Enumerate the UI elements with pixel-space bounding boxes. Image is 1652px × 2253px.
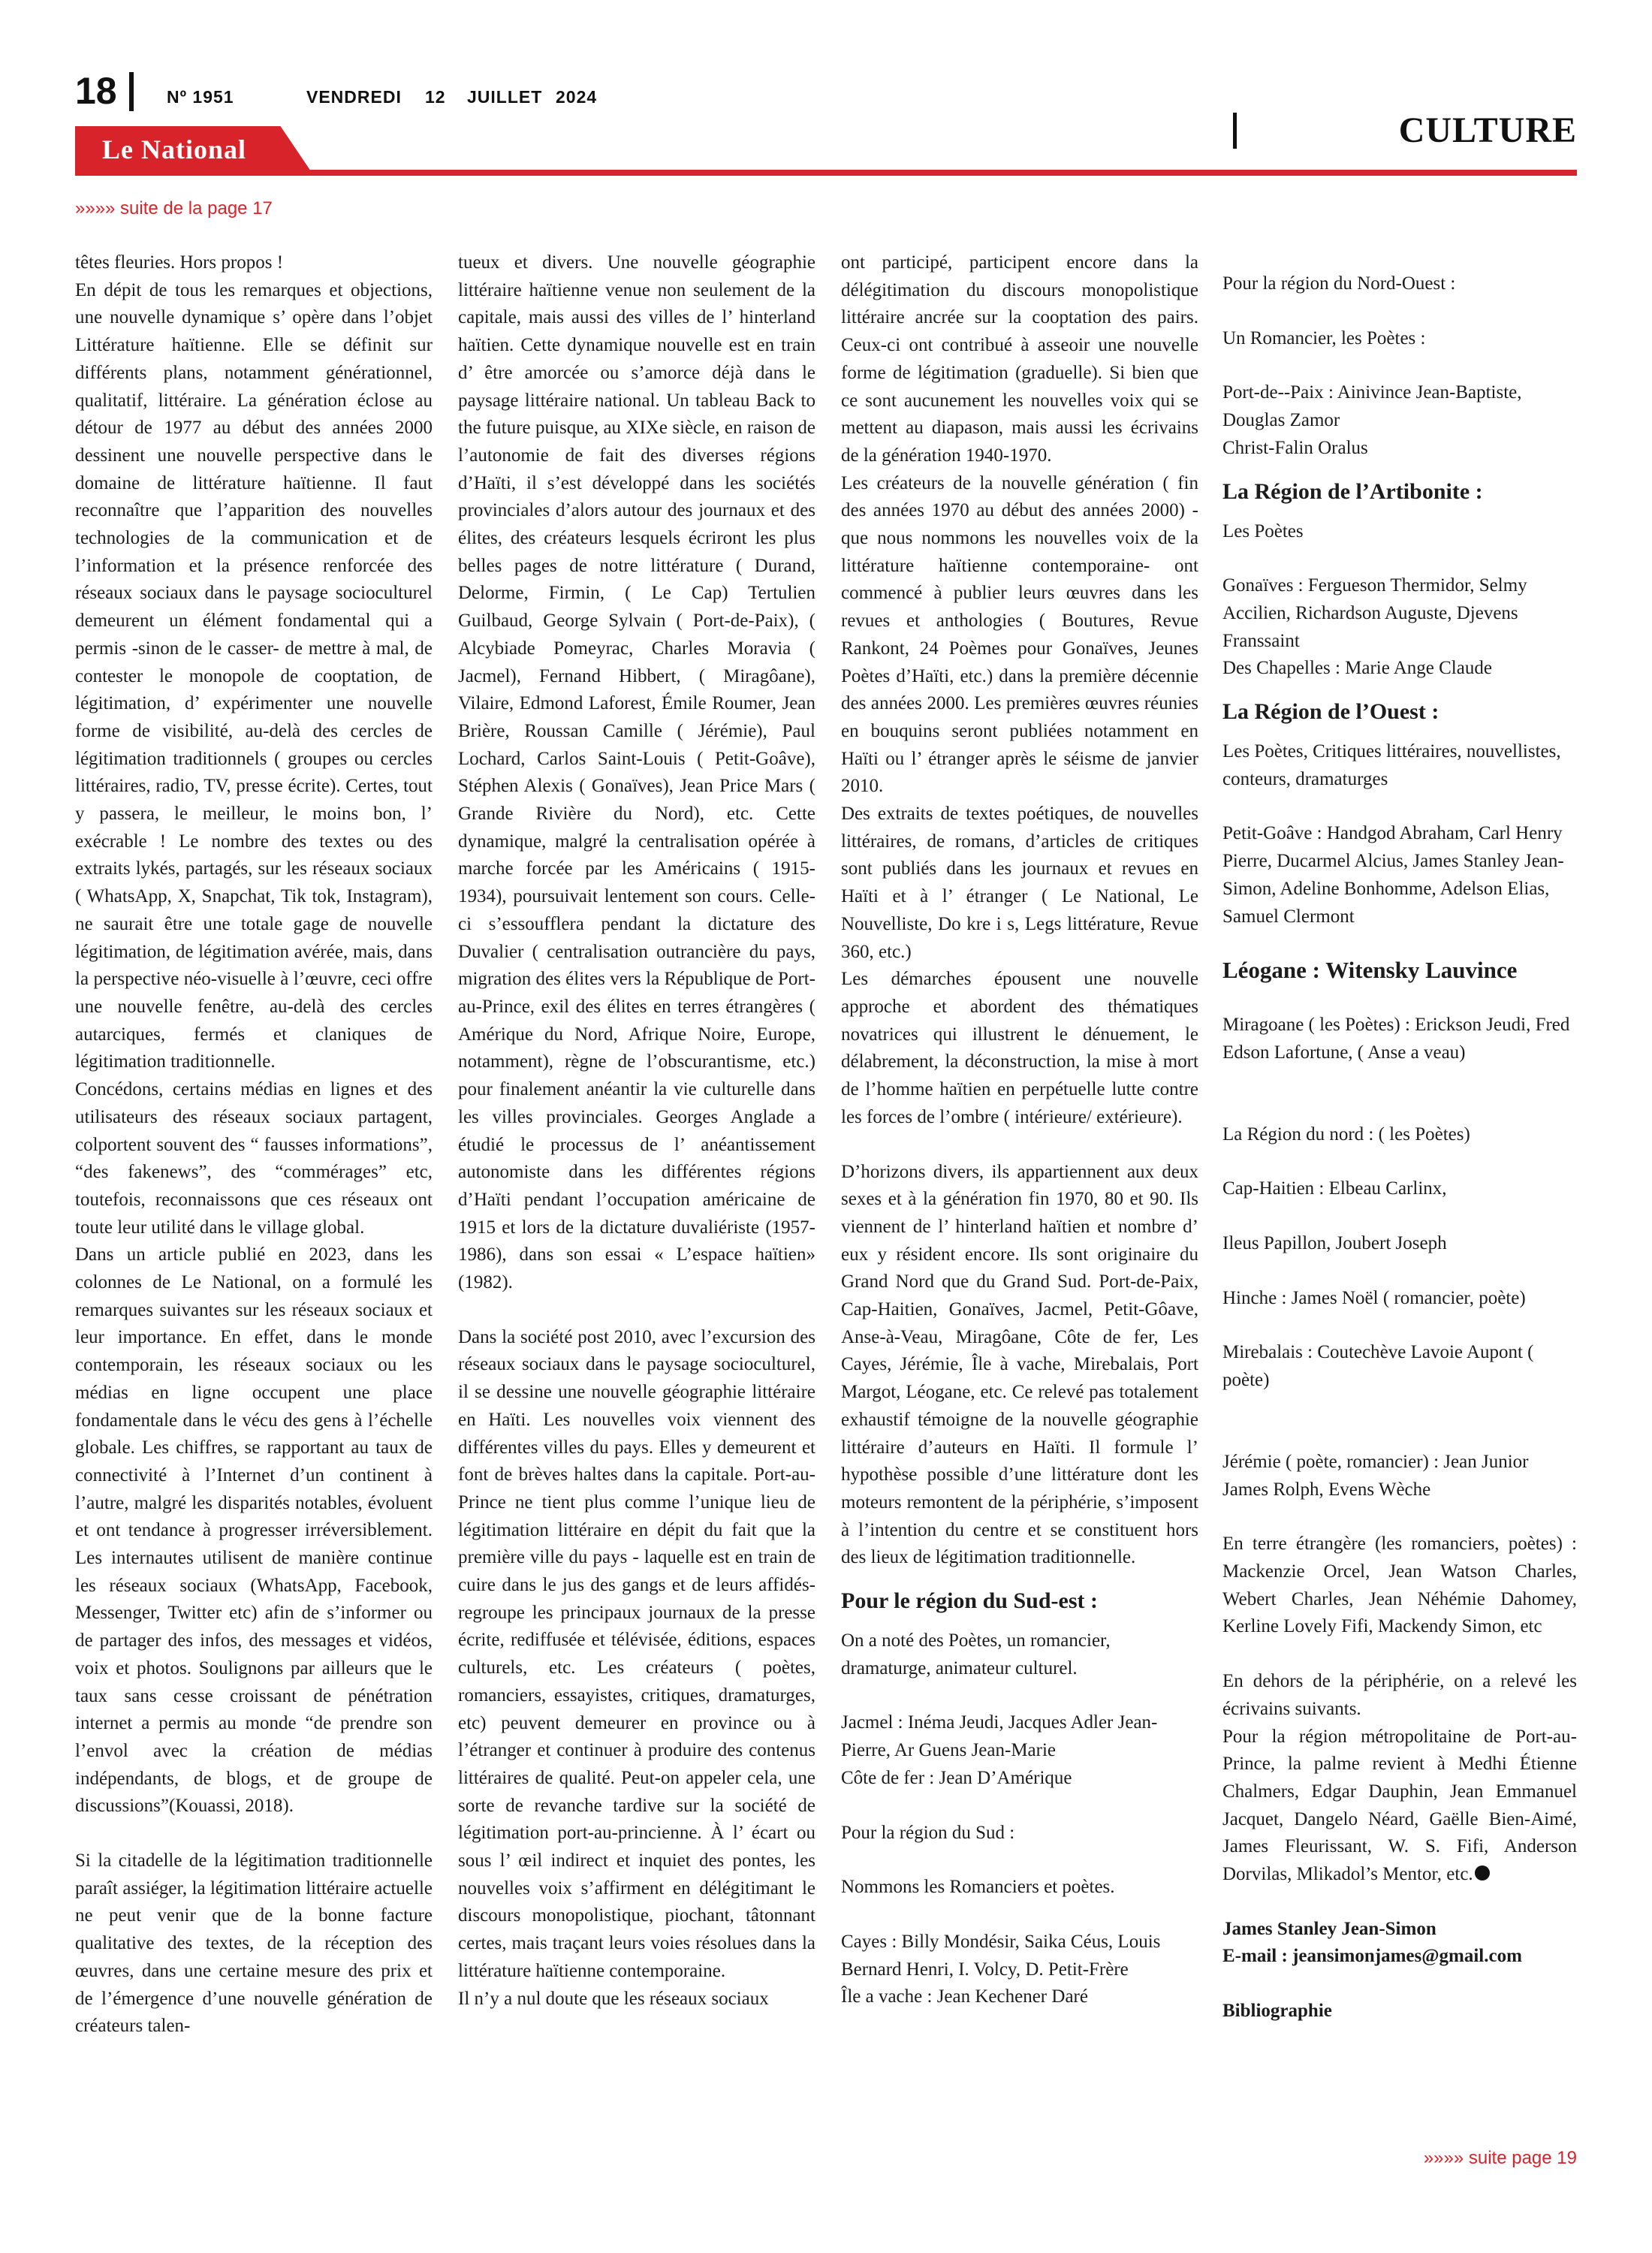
- paragraph: La Région du nord : ( les Poètes): [1222, 1123, 1470, 1145]
- paragraph: Dans la société post 2010, avec l’excursion des réseaux sociaux dans le paysage socioculturel, il se dessine une nouvelle géographie littéraire en Haïti. Les nouvelles voix viennent des différentes villes du pays. Elles y demeurent et font de brèves haltes dans la capitale. Port-au- Prince ne tient plus comme l’unique lieu de légitimation littéraire en dépit du fait que la première ville du pays - laquelle est en train de cuire dans le jus des gangs et de leurs affidés-regroupe les principaux journaux de la presse écrite, rediffusée et télévisée, éditions, espaces culturels, etc. Les créateurs ( poètes, romanciers, essayistes, critiques, dramaturges, etc) peuvent demeurer en province ou à l’étranger et continuer à produire des contenus littéraires de qualité. Peut-on appeler cela, une sorte de revanche tardive sur la société de légitimation port-au-princienne. À l’ écart ou sous l’ œil indirect et inquiet des pontes, les nouvelles voix s’affirment en délégitimant le discours monopolistique, piochant, tâtonnant certes, mais traçant leurs voies résolues dans la littérature haïtienne contemporaine.: [458, 1326, 815, 1981]
- paragraph: Jacmel : Inéma Jeudi, Jacques Adler Jean-Pierre, Ar Guens Jean-Marie: [841, 1712, 1158, 1761]
- header-rule: [75, 170, 1577, 176]
- paragraph: Les Poètes, Critiques littéraires, nouvellistes, conteurs, dramaturges: [1222, 741, 1561, 789]
- paragraph: Côte de fer : Jean D’Amérique: [841, 1767, 1072, 1788]
- paragraph: têtes fleuries. Hors propos !: [75, 252, 284, 273]
- page-number: 18: [75, 70, 117, 112]
- region-heading-leogane: Léogane : Witensky Lauvince: [1222, 957, 1518, 984]
- paragraph: Île a vache : Jean Kechener Daré: [841, 1986, 1088, 2007]
- author-email: E-mail : jeansimonjames@gmail.com: [1222, 1946, 1522, 1967]
- region-heading-sud-est: Pour le région du Sud-est :: [841, 1588, 1098, 1614]
- date-weekday: VENDREDI: [306, 87, 402, 107]
- region-heading-ouest: La Région de l’Ouest :: [1222, 699, 1439, 725]
- paragraph: Jérémie ( poète, romancier) : Jean Junior James Rolph, Evens Wèche: [1222, 1451, 1529, 1500]
- paragraph: Cayes : Billy Mondésir, Saika Céus, Louis Bernard Henri, I. Volcy, D. Petit-Frère: [841, 1931, 1161, 1980]
- paragraph: Miragoane ( les Poètes) : Erickson Jeudi, Fred Edson Lafortune, ( Anse a veau): [1222, 1015, 1570, 1063]
- paragraph: Pour la région du Nord-Ouest :: [1222, 273, 1456, 294]
- paragraph: En dépit de tous les remarques et objections, une nouvelle dynamique s’ opère dans l’objet Littérature haïtienne. Elle se définit sur différents plans, notamment générationnel, qualitatif, littéraire. La génération éclose au détour de 1977 au début des années 2000 dessinent une nouvelle perspective dans le domaine de littérature haïtienne. Il faut reconnaître que l’apparition des nouvelles technologies de la communication et de l’information et la présence renforcée des réseaux sociaux dans le paysage socioculturel demeurent un élément fondamental qui a permis -sinon de le casser- de mettre à mal, de contester le monopole de cooptation, de légitimation, d’ expérimenter une nouvelle forme de visibilité, au-delà des cercles de légitimation traditionnels ( groupes ou cercles littéraires, radio, TV, presse écrite). Certes, tout y passera, le meilleur, le moins bon, l’ exécrable ! Le nombre des textes ou des extraits lykés, partagés, sur les réseaux sociaux ( WhatsApp, X, Snapchat, Tik tok, Instagram), ne saurait être une totale gage de nouvelle légitimation, de légitimation avérée, mais, dans la perspective néo-visuelle à l’œuvre, ceci offre une nouvelle fenêtre, au-delà des cercles autarciques, fermés et claniques de légitimation traditionnelle.: [75, 279, 433, 1072]
- paragraph: Port-de--Paix : Ainivince Jean-Baptiste, Douglas Zamor: [1222, 382, 1522, 431]
- paragraph: En dehors de la périphérie, on a relevé les écrivains suivants.: [1222, 1671, 1577, 1719]
- paragraph: Un Romancier, les Poètes :: [1222, 327, 1426, 348]
- paragraph: Des Chapelles : Marie Ange Claude: [1222, 658, 1492, 679]
- continued-from-link: »»»» suite de la page 17: [75, 198, 273, 219]
- article-column-4: [1222, 270, 1577, 2025]
- paragraph: Les démarches épousent une nouvelle approche et abordent des thématiques novatrices qui illustrent le dénuement, le délabrement, la déconstruction, la mise à mort de l’homme haïtien en perpétuelle lutte contre les forces de l’ombre ( intérieure/ extérieure).: [841, 969, 1198, 1127]
- article-column-1: [75, 249, 433, 2040]
- bibliography-heading: Bibliographie: [1222, 2001, 1332, 2022]
- paragraph: Christ-Falin Oralus: [1222, 437, 1368, 458]
- paragraph: On a noté des Poètes, un romancier, dramaturge, animateur culturel.: [841, 1630, 1111, 1678]
- date-year: 2024: [556, 87, 598, 107]
- paragraph: Dans un article publié en 2023, dans les colonnes de Le National, on a formulé les remarques suivantes sur les réseaux sociaux et leur importance. En effet, dans le monde contemporain, les réseaux sociaux ou les médias en ligne occupent une place fondamentale dans le vécu des gens à l’échelle globale. Les chiffres, se rapportant au taux de connectivité à l’Internet d’un continent à l’autre, malgré les disparités notables, évoluent et ont tendance à progresser irréversiblement. Les internautes utilisent de manière continue les réseaux sociaux (WhatsApp, Facebook, Messenger, Twitter etc) afin de s’informer ou de partager des infos, des messages et vidéos, voix et photos. Soulignons par ailleurs que le taux sans cesse croissant de pénétration internet a permis au monde “de prendre son l’envol avec la création de médias indépendants, de blogs, et de groupe de discussions”(Kouassi, 2018).: [75, 1244, 433, 1817]
- article-column-2: [458, 249, 815, 2013]
- brand-logo: Le National: [102, 134, 247, 164]
- date-month: JUILLET: [467, 87, 543, 107]
- paragraph: Pour la région du Sud :: [841, 1822, 1015, 1843]
- paragraph: Il n’y a nul doute que les réseaux sociaux: [458, 1988, 769, 2009]
- paragraph: D’horizons divers, ils appartiennent aux deux sexes et à la génération fin 1970, 80 et 90. Ils viennent de l’ hinterland haïtien et nombre d’ eux y résident encore. Ils sont originaire du Grand Nord que du Grand Sud. Port-de-Paix, Cap-Haitien, Gonaïves, Jacmel, Petit-Gôave, Anse-à-Veau, Miragôane, Côte de fer, Les Cayes, Jérémie, Île à vache, Mirebalais, Port Margot, Léogane, etc. Ce relevé pas totalement exhaustif témoigne de la nouvelle géographie littéraire d’auteurs en Haïti. Il formule l’ hypothèse possible d’une littérature dont les moteurs remontent de la périphérie, s’imposent à l’intention du centre et se constituent hors des lieux de légitimation traditionnelle.: [841, 1161, 1198, 1568]
- paragraph: tueux et divers. Une nouvelle géographie littéraire haïtienne venue non seulement de la capitale, mais aussi des villes de l’ hinterland haïtien. Cette dynamique nouvelle est en train d’ être amorcée ou s’amorce déjà dans le paysage littéraire national. Un tableau Back to the future puisque, au XIXe siècle, en raison de l’autonomie de fait des diverses régions d’Haïti, il s’est développé dans les sociétés provinciales d’alors autour des journaux et des élites, des créateurs lesquels écriront les plus belles pages de notre littérature ( Durand, Delorme, Firmin, ( Le Cap) Tertulien Guilbaud, George Sylvain ( Port-de-Paix), ( Alcybiade Pomeyrac, Charles Moravia ( Jacmel), Fernand Hibbert, ( Miragôane), Vilaire, Edmond Laforest, Émile Roumer, Jean Brière, Roussan Camille ( Jérémie), Paul Lochard, Carlos Saint-Louis ( Petit-Goâve), Stéphen Alexis ( Gonaïves), Jean Price Mars ( Grande Rivière du Nord), etc. Cette dynamique, malgré la centralisation opérée à marche forcée par les Américains ( 1915-1934), poursuivait lentement son cours. Celle-ci s’essoufflera pendant la dictature des Duvalier ( centralisation outrancière du pays, migration des élites vers la République de Port-au-Prince, exil des élites en terres étrangères ( Amérique du Nord, Afrique Noire, Europe, notamment), règne de l’obscurantisme, etc.) pour finalement anéantir la vie culturelle dans les villes provinciales. Georges Anglade a étudié le processus de l’ anéantissement autonomiste dans les différentes régions d’Haïti pendant l’occupation américaine de 1915 et lors de la dictature duvaliériste (1957-1986), dans son essai « L’espace haïtien» (1982).: [458, 252, 815, 1293]
- paragraph: Cap-Haitien : Elbeau Carlinx,: [1222, 1178, 1447, 1199]
- paragraph: Gonaïves : Fergueson Thermidor, Selmy Accilien, Richardson Auguste, Djevens Franssaint: [1222, 575, 1527, 651]
- paragraph: Si la citadelle de la légitimation traditionnelle paraît assiéger, la légitimation littéraire actuelle ne peut venir que de la bonne facture qualitative des textes, de la réception des œuvres, dans une certaine mesure des prix et de l’émergence d’une nouvelle génération de créateurs talen-: [75, 1850, 433, 2037]
- region-heading-artibonite: La Région de l’Artibonite :: [1222, 478, 1483, 504]
- paragraph: Des extraits de textes poétiques, de nouvelles littéraires, de romans, d’articles de critiques sont publiés dans les journaux et revues en Haïti et à l’ étranger ( Le National, Le Nouvelliste, Do kre i s, Legs littérature, Revue 360, etc.): [841, 804, 1198, 962]
- paragraph: Hinche : James Noël ( romancier, poète): [1222, 1287, 1526, 1308]
- paragraph: Les créateurs de la nouvelle génération ( fin des années 1970 au début des années 2000) -que nous nommons les nouvelles voix de la littérature haïtienne contemporaine- ont commencé à publier leurs œuvres dans les revues et anthologies ( Boutures, Revue Rankont, 24 Poèmes pour Gonaïves, Jeunes Poètes d’Haïti, etc.) dans la première décennie des années 2000. Les premières œuvres réunies en bouquins seront publiées notamment en Haïti ou l’ étranger après le séisme de janvier 2010.: [841, 472, 1198, 797]
- paragraph: ont participé, participent encore dans la délégitimation du discours monopolistique littéraire ancrée sur la cooptation des pairs. Ceux-ci ont contribué à asseoir une nouvelle forme de légitimation (graduelle). Si bien que ce sont aucunement les nouvelles voix qui se mettent au diapason, mais aussi les écrivains de la génération 1940-1970.: [841, 252, 1198, 466]
- date-day: 12: [425, 87, 446, 107]
- author-name: James Stanley Jean-Simon: [1222, 1918, 1436, 1939]
- paragraph: Ileus Papillon, Joubert Joseph: [1222, 1233, 1447, 1254]
- closing-paragraph-text: Pour la région métropolitaine de Port-au-Prince, la palme revient à Medhi Étienne Chalmers, Edgar Dauphin, Jean Emmanuel Jacquet, Dangelo Néard, Gaëlle Bien-Aimé, James Fleurissant, W. S. Fifi, Anderson Dorvilas, Mlikadol’s Mentor, etc.: [1222, 1726, 1577, 1885]
- page-header: [0, 0, 1652, 195]
- article-column-3: [841, 249, 1198, 2011]
- page-number-divider: [129, 72, 134, 111]
- issue-number: Nº 1951: [167, 87, 234, 107]
- end-of-article-icon: [1475, 1865, 1490, 1881]
- paragraph: En terre étrangère (les romanciers, poètes) : Mackenzie Orcel, Jean Watson Charles, Webert Charles, Jean Néhémie Dahomey, Kerline Lovely Fifi, Mackendy Simon, etc: [1222, 1534, 1577, 1637]
- paragraph: Mirebalais : Coutechève Lavoie Aupont ( poète): [1222, 1342, 1534, 1391]
- paragraph: Nommons les Romanciers et poètes.: [841, 1877, 1115, 1898]
- paragraph: Les Poètes: [1222, 520, 1304, 541]
- paragraph: [1222, 1724, 1577, 1889]
- section-divider: [1233, 113, 1237, 149]
- paragraph: Concédons, certains médias en lignes et des utilisateurs des réseaux sociaux partagent, colportent souvent des “ fausses informations”, “des fakenews”, des “commérages” etc, toutefois, reconnaissons que ces réseaux ont toute leur utilité dans le village global.: [75, 1079, 433, 1238]
- continued-to-link: »»»» suite page 19: [1423, 2148, 1577, 2168]
- paragraph: Petit-Goâve : Handgod Abraham, Carl Henry Pierre, Ducarmel Alcius, James Stanley Jean-Simon, Adeline Bonhomme, Adelson Elias, Samuel Clermont: [1222, 823, 1564, 927]
- section-title: CULTURE: [1398, 110, 1577, 150]
